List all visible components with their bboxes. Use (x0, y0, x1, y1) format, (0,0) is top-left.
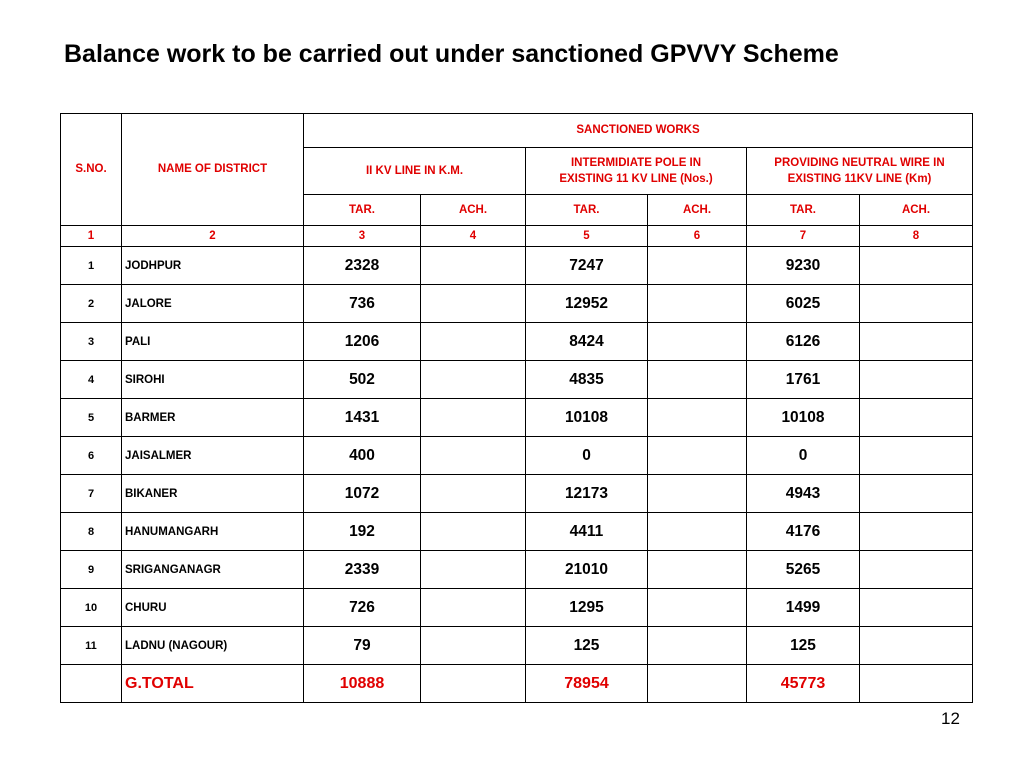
tar-header-2: TAR. (526, 195, 648, 226)
ach-header-3: ACH. (860, 195, 973, 226)
total-tar3-cell: 45773 (747, 665, 860, 703)
intermediate-pole-ach-cell (648, 399, 747, 437)
column-number: 1 (61, 226, 122, 247)
kv-line-tar-cell: 2328 (304, 247, 421, 285)
intermediate-pole-tar-cell: 4835 (526, 361, 648, 399)
tar-header-3: TAR. (747, 195, 860, 226)
neutral-wire-tar-cell: 6126 (747, 323, 860, 361)
intermediate-pole-ach-cell (648, 513, 747, 551)
neutral-wire-ach-cell (860, 437, 973, 475)
neutral-wire-header-line1: PROVIDING NEUTRAL WIRE IN (774, 157, 945, 169)
tar-header-1: TAR. (304, 195, 421, 226)
kv-line-ach-cell (421, 437, 526, 475)
intermediate-pole-tar-cell: 0 (526, 437, 648, 475)
column-number-row (61, 226, 973, 247)
intermediate-pole-header (526, 148, 747, 195)
district-header: NAME OF DISTRICT (122, 114, 304, 226)
sno-cell: 4 (61, 361, 122, 399)
neutral-wire-tar-cell: 9230 (747, 247, 860, 285)
kv-line-ach-cell (421, 247, 526, 285)
column-number: 6 (648, 226, 747, 247)
sno-cell: 8 (61, 513, 122, 551)
page-number: 12 (941, 709, 960, 728)
total-tar2-cell: 78954 (526, 665, 648, 703)
table-row (61, 247, 973, 285)
sno-cell: 3 (61, 323, 122, 361)
table-row (61, 475, 973, 513)
district-cell: HANUMANGARH (122, 513, 304, 551)
neutral-wire-ach-cell (860, 475, 973, 513)
neutral-wire-header (747, 148, 973, 195)
intermediate-pole-ach-cell (648, 475, 747, 513)
kv-line-ach-cell (421, 361, 526, 399)
table-row (61, 627, 973, 665)
neutral-wire-ach-cell (860, 627, 973, 665)
column-number: 4 (421, 226, 526, 247)
table-row (61, 361, 973, 399)
intermediate-pole-tar-cell: 10108 (526, 399, 648, 437)
kv-line-ach-cell (421, 513, 526, 551)
kv-line-tar-cell: 736 (304, 285, 421, 323)
total-ach2-cell (648, 665, 747, 703)
neutral-wire-tar-cell: 0 (747, 437, 860, 475)
table-row (61, 589, 973, 627)
sno-cell: 6 (61, 437, 122, 475)
neutral-wire-tar-cell: 6025 (747, 285, 860, 323)
district-cell: LADNU (NAGOUR) (122, 627, 304, 665)
kv-line-header: II KV LINE IN K.M. (304, 148, 526, 195)
kv-line-tar-cell: 2339 (304, 551, 421, 589)
kv-line-ach-cell (421, 285, 526, 323)
column-number: 7 (747, 226, 860, 247)
neutral-wire-ach-cell (860, 513, 973, 551)
kv-line-ach-cell (421, 627, 526, 665)
table-row (61, 513, 973, 551)
neutral-wire-ach-cell (860, 323, 973, 361)
intermediate-pole-ach-cell (648, 589, 747, 627)
sno-cell: 2 (61, 285, 122, 323)
neutral-wire-ach-cell (860, 247, 973, 285)
kv-line-tar-cell: 400 (304, 437, 421, 475)
ach-header-1: ACH. (421, 195, 526, 226)
intermediate-pole-tar-cell: 21010 (526, 551, 648, 589)
sno-cell: 11 (61, 627, 122, 665)
district-cell: BIKANER (122, 475, 304, 513)
neutral-wire-ach-cell (860, 399, 973, 437)
sno-cell: 7 (61, 475, 122, 513)
total-label: G.TOTAL (122, 665, 304, 703)
sno-header: S.NO. (61, 114, 122, 226)
sno-cell: 1 (61, 247, 122, 285)
total-sno-cell (61, 665, 122, 703)
intermediate-pole-ach-cell (648, 247, 747, 285)
intermediate-pole-ach-cell (648, 323, 747, 361)
kv-line-tar-cell: 79 (304, 627, 421, 665)
district-cell: JALORE (122, 285, 304, 323)
neutral-wire-tar-cell: 1761 (747, 361, 860, 399)
kv-line-ach-cell (421, 399, 526, 437)
kv-line-tar-cell: 1072 (304, 475, 421, 513)
total-tar1-cell: 10888 (304, 665, 421, 703)
neutral-wire-tar-cell: 4176 (747, 513, 860, 551)
district-cell: JODHPUR (122, 247, 304, 285)
kv-line-tar-cell: 726 (304, 589, 421, 627)
neutral-wire-ach-cell (860, 589, 973, 627)
ach-header-2: ACH. (648, 195, 747, 226)
table-row (61, 437, 973, 475)
neutral-wire-tar-cell: 5265 (747, 551, 860, 589)
neutral-wire-tar-cell: 4943 (747, 475, 860, 513)
district-cell: SRIGANGANAGR (122, 551, 304, 589)
neutral-wire-ach-cell (860, 285, 973, 323)
intermediate-pole-header-line2: EXISTING 11 KV LINE (Nos.) (559, 173, 713, 185)
intermediate-pole-header-line1: INTERMIDIATE POLE IN (570, 157, 702, 169)
total-ach1-cell (421, 665, 526, 703)
page-title: Balance work to be carried out under sanctioned GPVVY Scheme (64, 40, 839, 68)
sno-cell: 5 (61, 399, 122, 437)
header-row-1 (61, 114, 973, 148)
neutral-wire-header-line2: EXISTING 11KV LINE (Km) (787, 173, 932, 185)
neutral-wire-ach-cell (860, 551, 973, 589)
column-number: 5 (526, 226, 648, 247)
column-number: 8 (860, 226, 973, 247)
district-cell: JAISALMER (122, 437, 304, 475)
sanctioned-works-table (60, 113, 973, 703)
table-row (61, 323, 973, 361)
total-ach3-cell (860, 665, 973, 703)
district-cell: BARMER (122, 399, 304, 437)
district-cell: CHURU (122, 589, 304, 627)
neutral-wire-tar-cell: 10108 (747, 399, 860, 437)
intermediate-pole-tar-cell: 125 (526, 627, 648, 665)
kv-line-ach-cell (421, 475, 526, 513)
kv-line-ach-cell (421, 323, 526, 361)
intermediate-pole-tar-cell: 7247 (526, 247, 648, 285)
kv-line-ach-cell (421, 551, 526, 589)
grand-total-row (61, 665, 973, 703)
table-row (61, 285, 973, 323)
intermediate-pole-tar-cell: 4411 (526, 513, 648, 551)
intermediate-pole-tar-cell: 12173 (526, 475, 648, 513)
neutral-wire-ach-cell (860, 361, 973, 399)
table-row (61, 399, 973, 437)
intermediate-pole-ach-cell (648, 551, 747, 589)
neutral-wire-tar-cell: 125 (747, 627, 860, 665)
kv-line-tar-cell: 192 (304, 513, 421, 551)
intermediate-pole-tar-cell: 12952 (526, 285, 648, 323)
intermediate-pole-ach-cell (648, 285, 747, 323)
sanctioned-works-header: SANCTIONED WORKS (304, 114, 973, 148)
intermediate-pole-ach-cell (648, 627, 747, 665)
table-row (61, 551, 973, 589)
neutral-wire-tar-cell: 1499 (747, 589, 860, 627)
intermediate-pole-tar-cell: 8424 (526, 323, 648, 361)
district-cell: PALI (122, 323, 304, 361)
intermediate-pole-ach-cell (648, 437, 747, 475)
column-number: 3 (304, 226, 421, 247)
district-cell: SIROHI (122, 361, 304, 399)
column-number: 2 (122, 226, 304, 247)
kv-line-tar-cell: 1431 (304, 399, 421, 437)
kv-line-tar-cell: 1206 (304, 323, 421, 361)
sno-cell: 9 (61, 551, 122, 589)
intermediate-pole-ach-cell (648, 361, 747, 399)
kv-line-tar-cell: 502 (304, 361, 421, 399)
kv-line-ach-cell (421, 589, 526, 627)
sno-cell: 10 (61, 589, 122, 627)
intermediate-pole-tar-cell: 1295 (526, 589, 648, 627)
